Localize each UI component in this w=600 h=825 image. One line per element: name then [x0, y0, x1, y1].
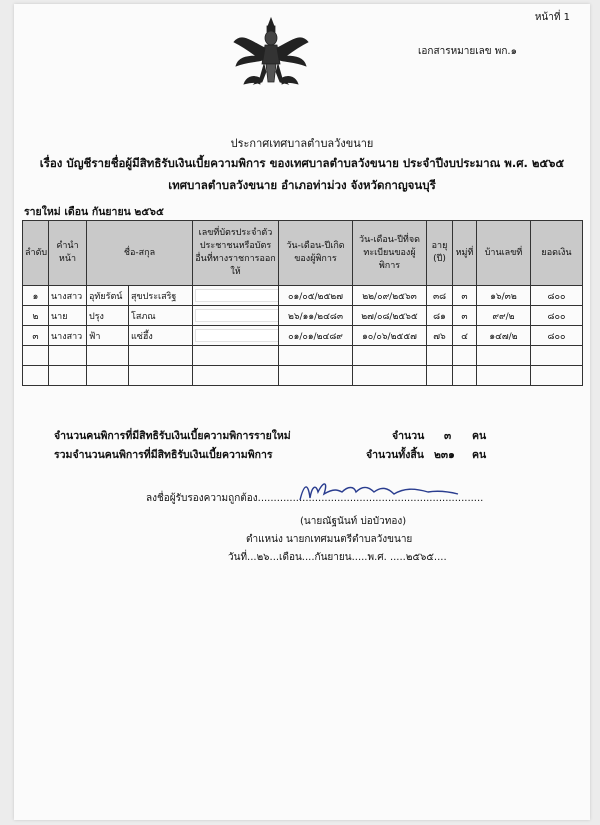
header-amount: ยอดเงิน [531, 221, 583, 286]
cell-prefix: นางสาว [49, 286, 87, 306]
header-no: ลำดับ [23, 221, 49, 286]
cell-last-name: สุขประเสริฐ [129, 286, 193, 306]
summary-total-count-label: จำนวนทั้งสิ้น [366, 449, 424, 461]
document-number: เอกสารหมายเลข พก.๑ [418, 46, 517, 57]
certifier-name: (นายณัฐนันท์ บ่อบัวทอง) [300, 516, 407, 527]
table-header-row [23, 221, 583, 286]
cell-id-redacted [193, 306, 279, 326]
cell-id-redacted [193, 286, 279, 306]
certifier-sign-label: ลงชื่อผู้รับรองความถูกต้อง....................................................................... [146, 493, 484, 504]
cell-birth: ๐๑/๐๑/๒๔๘๙ [279, 326, 353, 346]
header-prefix: คำนำหน้า [49, 221, 87, 286]
cell-first-name: อุทัยรัตน์ [87, 286, 129, 306]
summary-new-label: จำนวนคนพิการที่มีสิทธิรับเงินเบี้ยความพิการรายใหม่ [54, 430, 291, 442]
summary-new-count: ๓ [444, 430, 452, 442]
cell-last-name: แซ่ฮึ้ง [129, 326, 193, 346]
header-reg: วัน-เดือน-ปีที่จดทะเบียนของผู้พิการ [353, 221, 427, 286]
table-row-empty [23, 346, 583, 366]
garuda-emblem-icon [232, 12, 310, 92]
cell-house: ๙๙/๒ [477, 306, 531, 326]
cell-house: ๑๔๗/๒ [477, 326, 531, 346]
cell-moo: ๔ [453, 326, 477, 346]
table-row [23, 286, 583, 306]
cell-reg: ๒๒/๐๙/๒๕๖๓ [353, 286, 427, 306]
cell-moo: ๓ [453, 306, 477, 326]
cell-first-name: ฟ้า [87, 326, 129, 346]
header-moo: หมู่ที่ [453, 221, 477, 286]
summary-new-count-label: จำนวน [392, 430, 425, 442]
cell-amount: ๘๐๐ [531, 326, 583, 346]
subject-line: เรื่อง บัญชีรายชื่อผู้มีสิทธิรับเงินเบี้ยความพิการ ของเทศบาลตำบลวังขนาย ประจำปีงบประมาณ พ.ศ. ๒๕๖๕ [39, 156, 565, 170]
location-line: เทศบาลตำบลวังขนาย อำเภอท่าม่วง จังหวัดกาญจนบุรี [168, 178, 436, 192]
cell-age: ๗๖ [427, 326, 453, 346]
summary-total-label: รวมจำนวนคนพิการที่มีสิทธิรับเงินเบี้ยความพิการ [54, 449, 273, 461]
cell-id-redacted [193, 326, 279, 346]
cell-amount: ๘๐๐ [531, 306, 583, 326]
header-name: ชื่อ-สกุล [87, 221, 193, 286]
cell-first-name: ปรุง [87, 306, 129, 326]
header-birth: วัน-เดือน-ปีเกิดของผู้พิการ [279, 221, 353, 286]
cell-moo: ๓ [453, 286, 477, 306]
cell-reg: ๑๐/๐๖/๒๕๕๗ [353, 326, 427, 346]
cell-amount: ๘๐๐ [531, 286, 583, 306]
cell-no: ๑ [23, 286, 49, 306]
cell-birth: ๒๖/๑๑/๒๔๘๓ [279, 306, 353, 326]
document-page [14, 4, 590, 820]
table-row [23, 326, 583, 346]
beneficiary-table [22, 220, 583, 386]
cell-reg: ๒๗/๐๘/๒๕๖๕ [353, 306, 427, 326]
summary-new-unit: คน [472, 430, 487, 442]
cell-prefix: นางสาว [49, 326, 87, 346]
cell-birth: ๐๑/๐๕/๒๕๒๗ [279, 286, 353, 306]
cell-age: ๘๑ [427, 306, 453, 326]
certification-date: วันที่...๒๖...เดือน....กันยายน.....พ.ศ. .....๒๕๖๕.... [228, 552, 447, 563]
certifier-position: ตำแหน่ง นายกเทศมนตรีตำบลวังขนาย [246, 534, 413, 545]
table-row [23, 306, 583, 326]
cell-age: ๓๘ [427, 286, 453, 306]
section-label: รายใหม่ เดือน กันยายน ๒๕๖๕ [24, 206, 164, 218]
page-number: หน้าที่ 1 [534, 12, 570, 23]
summary-total-count: ๒๓๑ [434, 449, 455, 461]
header-house: บ้านเลขที่ [477, 221, 531, 286]
cell-last-name: โสภณ [129, 306, 193, 326]
cell-no: ๒ [23, 306, 49, 326]
cell-prefix: นาย [49, 306, 87, 326]
announcement-title: ประกาศเทศบาลตำบลวังขนาย [230, 137, 374, 150]
cell-no: ๓ [23, 326, 49, 346]
header-id: เลขที่บัตรประจำตัวประชาชนหรือบัตรอื่นที่ทางราชการออกให้ [193, 221, 279, 286]
cell-house: ๑๖/๓๒ [477, 286, 531, 306]
header-age: อายุ (ปี) [427, 221, 453, 286]
handwritten-signature [294, 478, 464, 508]
summary-total-unit: คน [472, 449, 487, 461]
table-row-empty [23, 366, 583, 386]
